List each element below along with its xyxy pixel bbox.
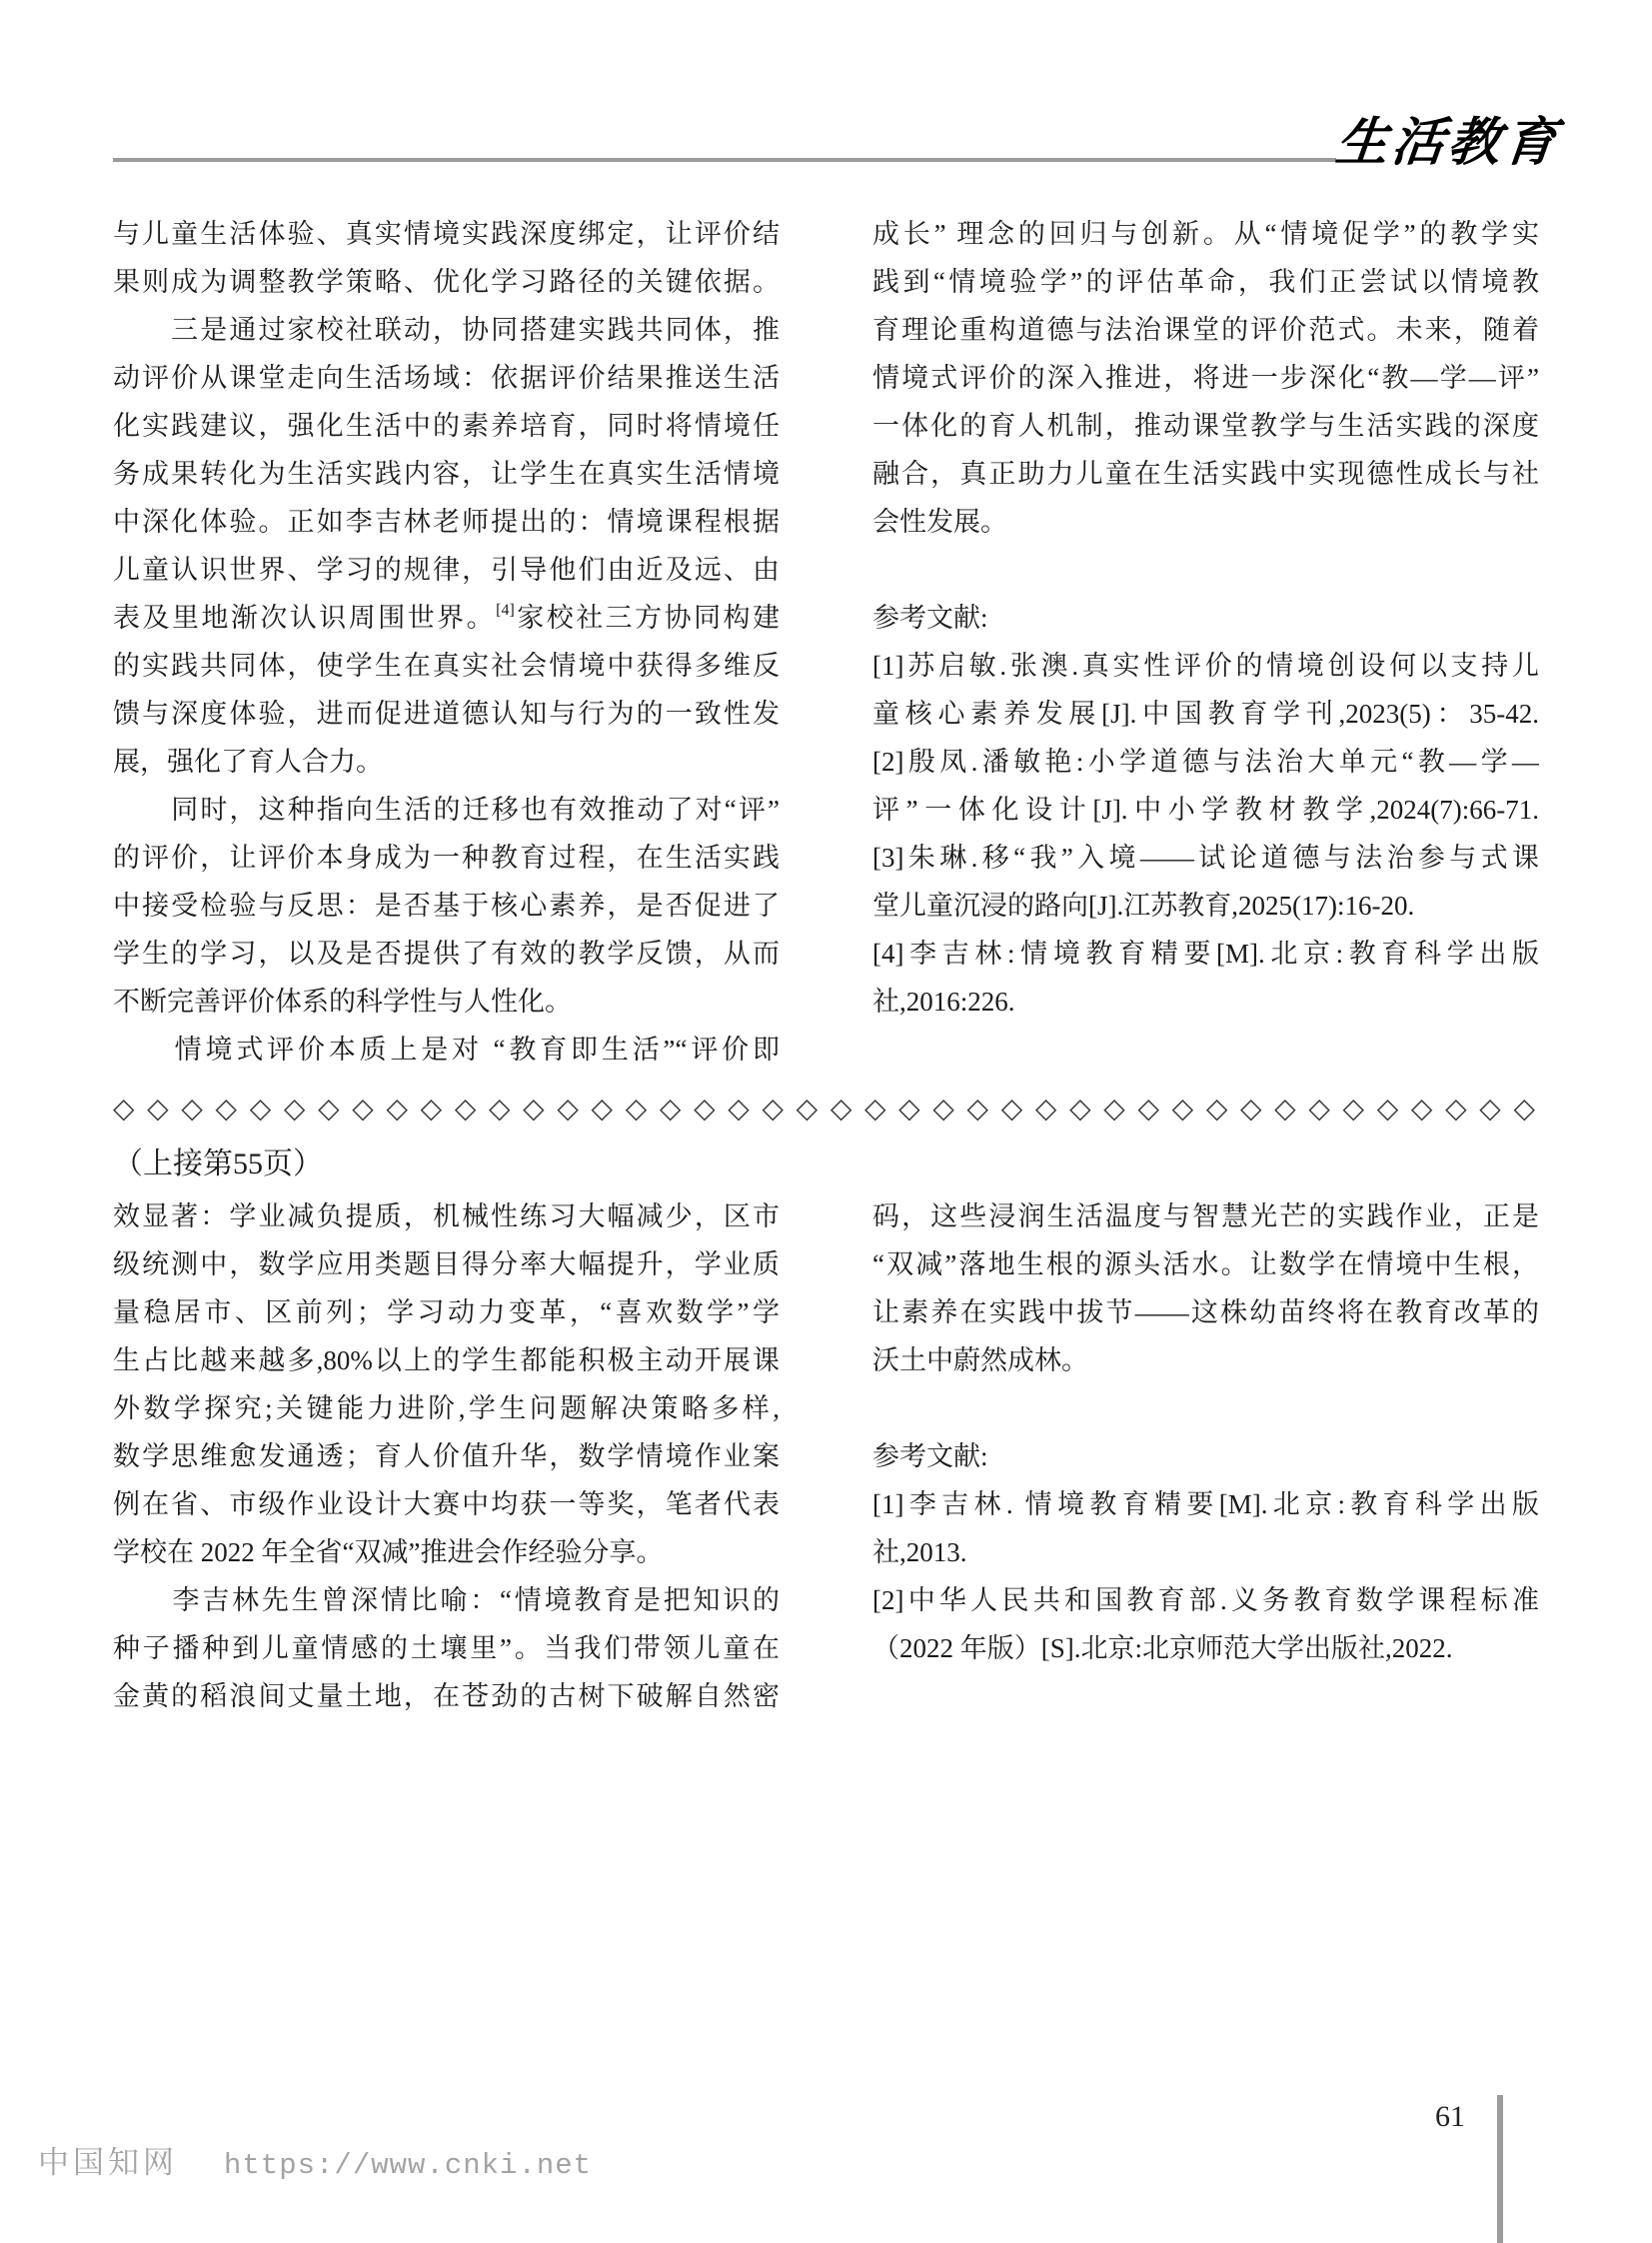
reference-item: 评”一体化设计[J].中小学教材教学,2024(7):66-71. xyxy=(872,795,1539,825)
text-line: 育理论重构道德与法治课堂的评价范式。未来，随着 xyxy=(872,315,1539,345)
text-line-with-citation xyxy=(113,594,780,642)
text-segment: 家校社三方协同构建 xyxy=(514,603,780,633)
text-line: 展，强化了育人合力。 xyxy=(113,747,383,777)
header-rule xyxy=(113,158,1336,162)
text-line: 种子播种到儿童情感的土壤里”。当我们带领儿童在 xyxy=(113,1633,780,1663)
text-line: “双减”落地生根的源头活水。让数学在情境中生根， xyxy=(872,1249,1539,1279)
reference-item: [3]朱琳.移“我”入境——试论道德与法治参与式课 xyxy=(872,843,1539,873)
text-line: 的实践共同体，使学生在真实社会情境中获得多维反 xyxy=(113,651,780,681)
text-line: 量稳居市、区前列；学习动力变革，“喜欢数学”学 xyxy=(113,1297,780,1327)
citation-superscript: [4] xyxy=(496,602,515,619)
reference-item: （2022 年版）[S].北京:北京师范大学出版社,2022. xyxy=(872,1633,1453,1663)
page-number: 61 xyxy=(1435,2100,1465,2133)
text-line: 学生的学习，以及是否提供了有效的教学反馈，从而 xyxy=(113,939,780,969)
text-line: 果则成为调整教学策略、优化学习路径的关键依据。 xyxy=(113,267,780,297)
text-line: 中深化体验。正如李吉林老师提出的：情境课程根据 xyxy=(113,507,780,537)
reference-item: 堂儿童沉浸的路向[J].江苏教育,2025(17):16-20. xyxy=(872,891,1415,921)
text-line: 同时，这种指向生活的迁移也有效推动了对“评” xyxy=(113,795,780,825)
reference-item: 社,2016:226. xyxy=(872,987,1015,1017)
text-line: 码，这些浸润生活温度与智慧光芒的实践作业，正是 xyxy=(872,1201,1539,1231)
references-label: 参考文献: xyxy=(872,1441,988,1471)
text-line: 让素养在实践中拔节——这株幼苗终将在教育改革的 xyxy=(872,1297,1539,1327)
text-line: 沃土中蔚然成林。 xyxy=(872,1345,1088,1375)
page-number-bar xyxy=(1497,2095,1503,2243)
text-line: 中接受检验与反思：是否基于核心素养，是否促进了 xyxy=(113,891,780,921)
section-2-left-column xyxy=(113,1192,780,1720)
section-separator-diamonds: ◇◇◇◇◇◇◇◇◇◇◇◇◇◇◇◇◇◇◇◇◇◇◇◇◇◇◇◇◇◇◇◇◇◇◇◇◇◇◇◇◇◇ xyxy=(113,1094,1539,1124)
section-1-right-column xyxy=(872,210,1539,1026)
reference-item: [1]李吉林. 情境教育精要[M].北京:教育科学出版 xyxy=(872,1489,1539,1519)
text-segment: 表及里地渐次认识周围世界。 xyxy=(113,603,497,633)
text-line: 一体化的育人机制，推动课堂教学与生活实践的深度 xyxy=(872,411,1539,441)
text-line: 生占比越来越多,80%以上的学生都能积极主动开展课 xyxy=(113,1345,780,1375)
reference-item: [2]中华人民共和国教育部.义务教育数学课程标准 xyxy=(872,1585,1539,1615)
text-line: 务成果转化为生活实践内容，让学生在真实生活情境 xyxy=(113,459,780,489)
continued-from-page-note: （上接第55页） xyxy=(113,1147,323,1180)
text-line: 情境式评价本质上是对 “教育即生活”“评价即 xyxy=(113,1035,780,1065)
text-line: 例在省、市级作业设计大赛中均获一等奖，笔者代表 xyxy=(113,1489,780,1519)
text-line: 数学思维愈发通透；育人价值升华，数学情境作业案 xyxy=(113,1441,780,1471)
reference-item: 童核心素养发展[J].中国教育学刊,2023(5)：35-42. xyxy=(872,699,1539,729)
watermark-url: https://www.cnki.net xyxy=(224,2149,593,2182)
text-line: 级统测中，数学应用类题目得分率大幅提升，学业质 xyxy=(113,1249,780,1279)
text-line: 践到“情境验学”的评估革命，我们正尝试以情境教 xyxy=(872,267,1539,297)
text-line: 金黄的稻浪间丈量土地，在苍劲的古树下破解自然密 xyxy=(113,1681,780,1711)
text-line: 成长” 理念的回归与创新。从“情境促学”的教学实 xyxy=(872,219,1539,249)
text-line: 学校在 2022 年全省“双减”推进会作经验分享。 xyxy=(113,1537,664,1567)
text-line: 三是通过家校社联动，协同搭建实践共同体，推 xyxy=(113,315,780,345)
text-line: 儿童认识世界、学习的规律，引导他们由近及远、由 xyxy=(113,555,780,585)
watermark xyxy=(38,2141,592,2185)
text-line: 李吉林先生曾深情比喻：“情境教育是把知识的 xyxy=(113,1585,780,1615)
blank-line xyxy=(872,546,1539,594)
section-1-left-column xyxy=(113,210,780,1074)
text-line: 融合，真正助力儿童在生活实践中实现德性成长与社 xyxy=(872,459,1539,489)
section-2-right-column xyxy=(872,1192,1539,1672)
reference-item: [4]李吉林:情境教育精要[M].北京:教育科学出版 xyxy=(872,939,1539,969)
reference-item: 社,2013. xyxy=(872,1537,967,1567)
references-label: 参考文献: xyxy=(872,603,988,633)
text-line: 动评价从课堂走向生活场域：依据评价结果推送生活 xyxy=(113,363,780,393)
text-line: 的评价，让评价本身成为一种教育过程，在生活实践 xyxy=(113,843,780,873)
text-line: 效显著：学业减负提质，机械性练习大幅减少，区市 xyxy=(113,1201,780,1231)
text-line: 不断完善评价体系的科学性与人性化。 xyxy=(113,987,572,1017)
text-line: 情境式评价的深入推进，将进一步深化“教—学—评” xyxy=(872,363,1539,393)
watermark-site-name: 中国知网 xyxy=(38,2145,178,2180)
reference-item: [1]苏启敏.张澳.真实性评价的情境创设何以支持儿 xyxy=(872,651,1539,681)
text-line: 会性发展。 xyxy=(872,507,1007,537)
text-line: 外数学探究;关键能力进阶,学生问题解决策略多样, xyxy=(113,1393,780,1423)
reference-item: [2]殷凤.潘敏艳:小学道德与法治大单元“教—学— xyxy=(872,747,1539,777)
text-line: 与儿童生活体验、真实情境实践深度绑定，让评价结 xyxy=(113,219,780,249)
text-line: 化实践建议，强化生活中的素养培育，同时将情境任 xyxy=(113,411,780,441)
journal-logo: 生活教育 xyxy=(1332,115,1563,172)
text-line: 馈与深度体验，进而促进道德认知与行为的一致性发 xyxy=(113,699,780,729)
blank-line xyxy=(872,1384,1539,1432)
